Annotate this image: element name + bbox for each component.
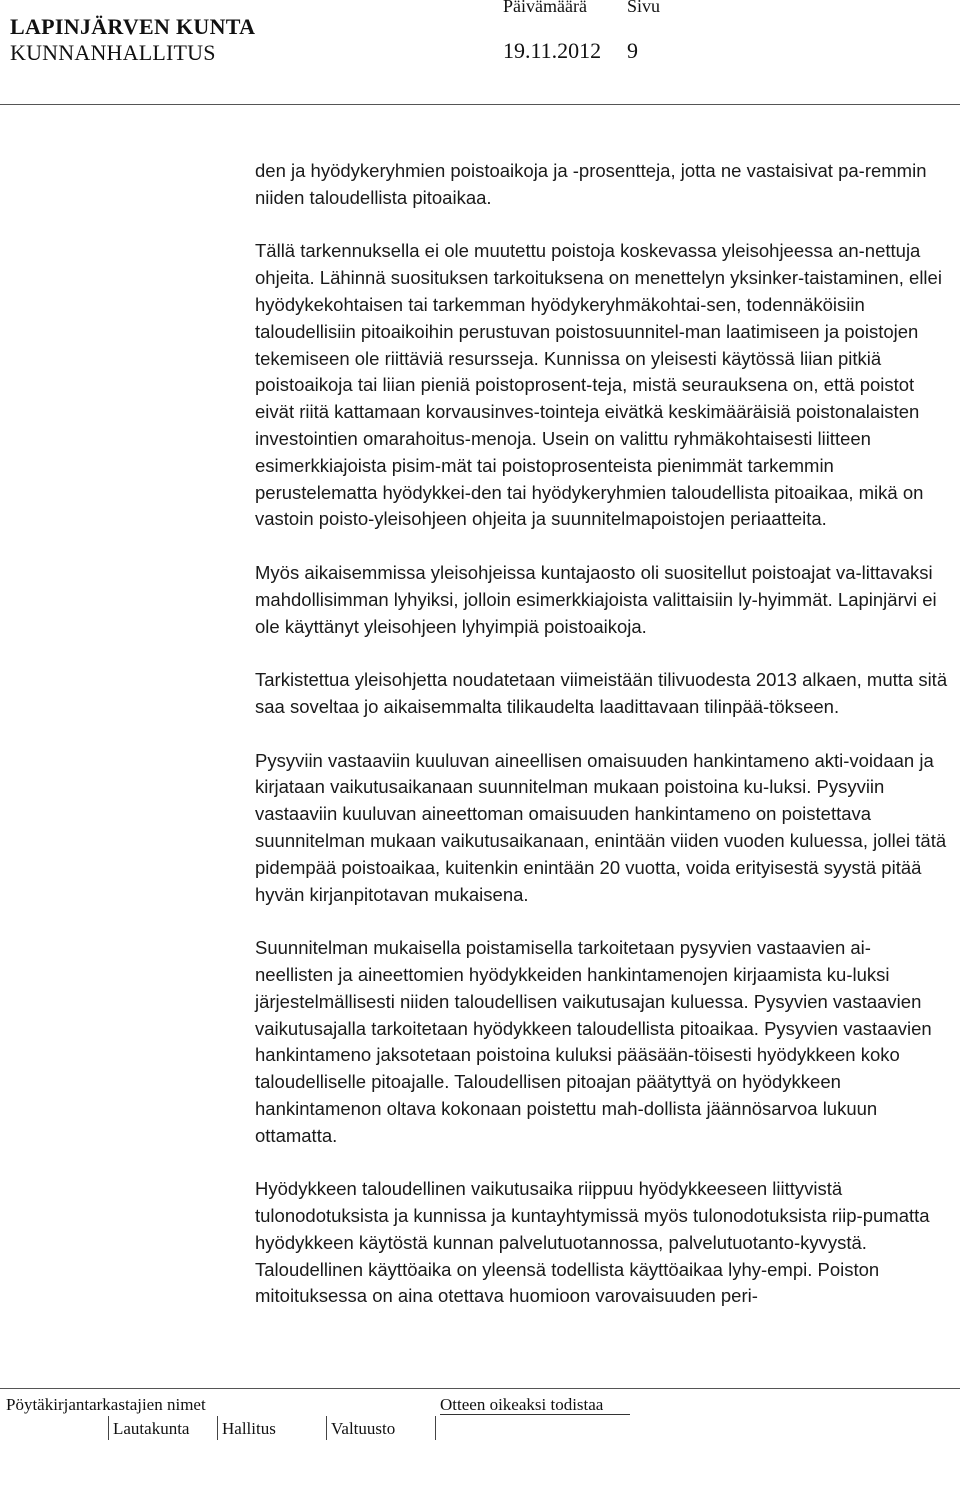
date-label: Päivämäärä bbox=[503, 0, 587, 16]
header-divider bbox=[0, 104, 960, 105]
page-number: 9 bbox=[627, 38, 638, 63]
footer-divider bbox=[0, 1388, 960, 1389]
footer-separator bbox=[217, 1416, 218, 1440]
reviewers-label: Pöytäkirjantarkastajien nimet bbox=[6, 1395, 206, 1414]
footer-box-hallitus: Hallitus bbox=[222, 1419, 276, 1438]
certified-copy-label: Otteen oikeaksi todistaa bbox=[440, 1395, 604, 1414]
paragraph-7: Hyödykkeen taloudellinen vaikutusaika riippuu hyödykkeeseen liittyvistä tulonodotuksista ja kunnissa ja kuntayhtymissä myös tulonodotuksista riip-pumatta hyödykkeen käytöstä kunnan palvelutuotannossa, palvelutuotanto-kyvystä. Taloudellinen käyttöaika on yleensä todellista käyttöaikaa lyhy-empi. Poiston mitoituksessa on aina otettava huomioon varovaisuuden peri- bbox=[255, 1178, 930, 1307]
paragraph-5: Pysyviin vastaaviin kuuluvan aineellisen omaisuuden hankintameno akti-voidaan ja kirjataan vaikutusaikanaan suunnitelman mukaan poistoina ku-luksi. Pysyviin vastaaviin kuuluvan aineettoman omaisuuden hankintameno on poistettava suunnitelman mukaan vaikutusaikanaan, enintään viiden vuoden kuluessa, jollei tätä pidempää poistoaikaa, kuitenkin enintään 20 vuotta, voida erityisestä syystä pitää hyvän kirjanpitotavan mukaisena. bbox=[255, 749, 947, 905]
paragraph-1: den ja hyödykeryhmien poistoaikoja ja -prosentteja, jotta ne vastaisivat pa-remmin niiden taloudellista pitoaikaa. bbox=[255, 160, 927, 208]
document-date: 19.11.2012 bbox=[503, 38, 602, 63]
organization-name: LAPINJÄRVEN KUNTA bbox=[10, 14, 256, 39]
footer-separator bbox=[108, 1416, 109, 1440]
page-label: Sivu bbox=[627, 0, 661, 16]
paragraph-3: Myös aikaisemmissa yleisohjeissa kuntajaosto oli suositellut poistoajat va-littavaksi mahdollisimman lyhyiksi, jolloin esimerkkiajoista valittaisiin ly-hyimmät. Lapinjärvi ei ole käyttänyt yleisohjeen lyhyimpiä poistoaikoja. bbox=[255, 561, 937, 637]
paragraph-4: Tarkistettua yleisohjetta noudatetaan viimeistään tilivuodesta 2013 alkaen, mutta sitä saa soveltaa jo aikaisemmalta tilikaudelta laadittavaan tilinpää-tökseen. bbox=[255, 669, 948, 717]
footer-box-valtuusto: Valtuusto bbox=[331, 1419, 396, 1438]
paragraph-6: Suunnitelman mukaisella poistamisella tarkoitetaan pysyvien vastaavien ai-neellisten ja aineettomien hyödykkeiden hankintamenojen kirjaamista ku-luksi järjestelmällisesti niiden taloudellisen vaikutusajan kuluessa. Pysyvien vastaavien vaikutusajalla tarkoitetaan hyödykkeen taloudellista pitoaikaa. Pysyvien vastaavien hankintameno jaksotetaan poistoina kuluksi pääsään-töisesti hyödykkeen koko taloudelliselle pitoajalle. Taloudellisen pitoajan päätyttyä on hyödykkeen hankintamenon oltava kokonaan poistettu mah-dollista jäännösarvoa lukuun ottamatta. bbox=[255, 937, 932, 1146]
footer-box-lautakunta: Lautakunta bbox=[113, 1419, 190, 1438]
footer-separator bbox=[326, 1416, 327, 1440]
paragraph-2: Tällä tarkennuksella ei ole muutettu poistoja koskevassa yleisohjeessa an-nettuja ohjeita. Lähinnä suosituksen tarkoituksena on menettelyn yksinker-taistaminen, ellei hyödykekohtaisen tai tarkemman hyödykeryhmäkohtai-sen, todennäköisiin taloudellisiin pitoaikoihin perustuvan poistosuunnitel-man laatimiseen ja poistojen tekemiseen ole riittäviä resursseja. Kunnissa on yleisesti käytössä liian pitkiä poistoaikoja tai liian pieniä poistoprosent-teja, mistä seurauksena on, että poistot eivät riitä kattamaan korvausinves-tointeja eivätkä keskimääräisiä poistonalaisten investointien omarahoitus-menoja. Usein on valittu ryhmäkohtaisesti liitteen esimerkkiajoista pisim-mät tai poistoprosenteista pienimmät tarkemmin perustelematta hyödykkei-den tai hyödykeryhmien taloudellista pitoaikaa, mikä on vastoin poisto-yleisohjeen ohjeita ja suunnitelmapoistojen periaatteita. bbox=[255, 240, 942, 530]
document-body bbox=[255, 158, 949, 1337]
footer-separator bbox=[435, 1416, 436, 1440]
unit-name: KUNNANHALLITUS bbox=[10, 40, 216, 65]
certified-copy-underline bbox=[440, 1414, 630, 1415]
